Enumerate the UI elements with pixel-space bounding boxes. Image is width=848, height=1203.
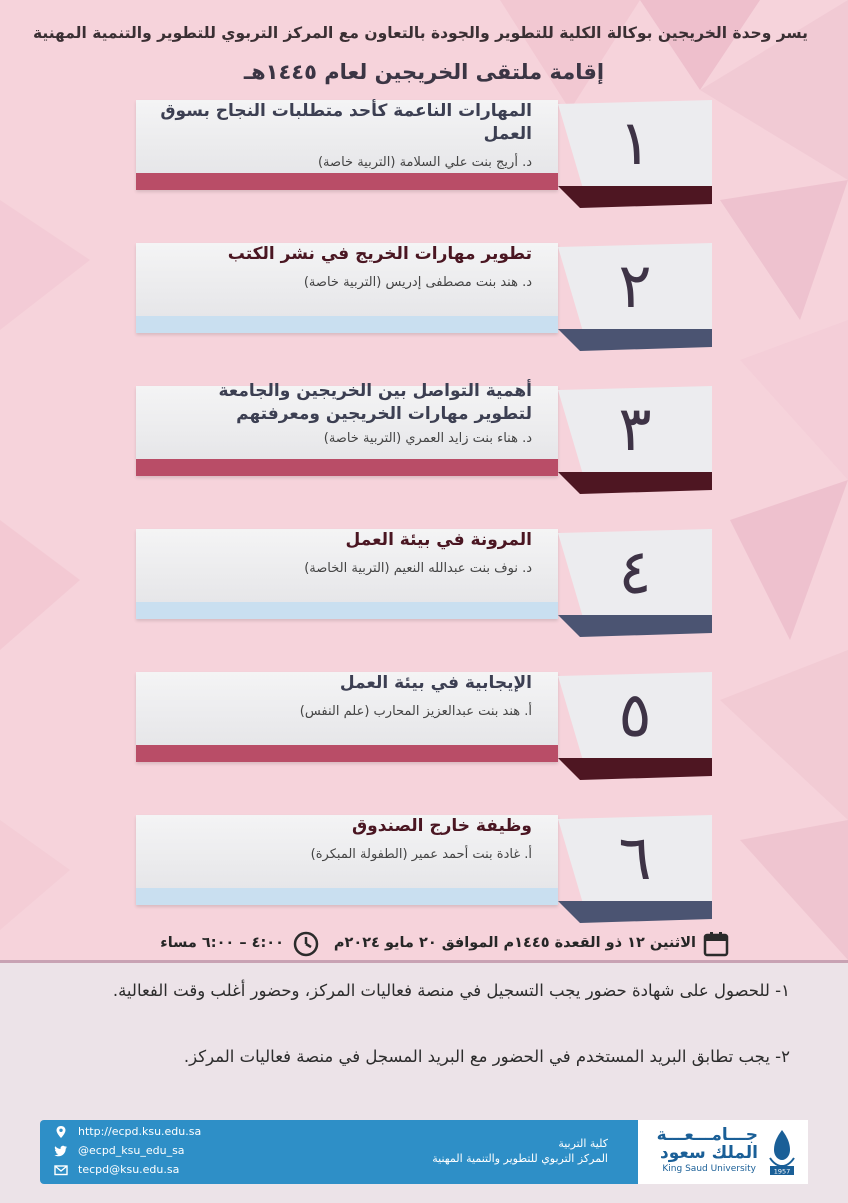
session-topic-line: تطوير مهارات الخريج في نشر الكتب — [227, 244, 532, 264]
session-card — [136, 100, 712, 210]
twitter-icon — [54, 1144, 68, 1158]
card-band — [136, 173, 558, 190]
university-name-en: King Saud University — [662, 1164, 756, 1174]
website-link[interactable]: http://ecpd.ksu.edu.sa — [78, 1125, 202, 1138]
calendar-icon — [702, 930, 730, 958]
session-card — [136, 243, 712, 353]
session-topic-line: أهمية التواصل بين الخريجين والجامعة — [218, 381, 532, 401]
note-item: ١- للحصول على شهادة حضور يجب التسجيل في منصة فعاليات المركز، وحضور أغلب وقت الفعالية. — [112, 981, 790, 1000]
session-speaker: أ. غادة بنت أحمد عمير (الطفولة المبكرة) — [310, 847, 532, 862]
session-number: ٣ — [618, 392, 652, 465]
session-speaker: د. هند بنت مصطفى إدريس (التربية خاصة) — [303, 275, 532, 290]
session-card — [136, 381, 712, 496]
number-fold — [558, 186, 712, 208]
session-card — [136, 815, 712, 925]
email-link[interactable]: tecpd@ksu.edu.sa — [78, 1163, 180, 1176]
number-fold — [558, 472, 712, 494]
university-line: الملك سعود — [660, 1143, 758, 1163]
card-band — [136, 602, 558, 619]
university-name-ar — [657, 1126, 758, 1162]
session-topic-card — [136, 381, 558, 476]
session-speaker: أ. هند بنت عبدالعزيز المحارب (علم النفس) — [299, 704, 532, 719]
location-pin-icon — [54, 1125, 68, 1139]
session-text — [142, 529, 532, 601]
session-speaker: د. نوف بنت عبدالله النعيم (التربية الخاصة) — [304, 561, 532, 576]
number-fold — [558, 329, 712, 351]
footer-bar — [40, 1120, 808, 1184]
card-band — [136, 459, 558, 476]
number-fold — [558, 615, 712, 637]
email-icon — [54, 1163, 68, 1177]
twitter-link[interactable]: @ecpd_ksu_edu_sa — [78, 1144, 185, 1157]
session-text — [142, 815, 532, 887]
session-topic — [142, 672, 532, 695]
session-topic — [142, 243, 532, 266]
page-title: إقامة ملتقى الخريجين لعام ١٤٤٥هـ — [243, 60, 605, 84]
session-card — [136, 672, 712, 782]
emblem-year: 1957 — [773, 1167, 791, 1176]
intro-line: يسر وحدة الخريجين بوكالة الكلية للتطوير والجودة بالتعاون مع المركز التربوي للتطوير والتنمية المهنية — [33, 24, 808, 42]
session-text — [142, 100, 532, 172]
session-topic-card — [136, 243, 558, 333]
session-topic — [142, 100, 532, 146]
session-topic-line: المرونة في بيئة العمل — [345, 530, 532, 550]
number-fold — [558, 758, 712, 780]
session-topic-card — [136, 529, 558, 619]
session-text — [142, 243, 532, 315]
session-topic — [142, 380, 532, 426]
card-band — [136, 745, 558, 762]
center-line: المركز التربوي للتطوير والتنمية المهنية — [432, 1152, 608, 1165]
session-topic-line: الإيجابية في بيئة العمل — [339, 673, 532, 693]
session-number: ٦ — [618, 821, 652, 894]
event-date: الاثنين ١٢ ذو القعدة ١٤٤٥م الموافق ٢٠ مايو ٢٠٢٤م — [333, 935, 696, 951]
ksu-logo — [638, 1120, 808, 1184]
university-emblem-icon — [764, 1128, 800, 1176]
session-topic — [142, 529, 532, 552]
college-name — [432, 1136, 608, 1166]
number-fold — [558, 901, 712, 923]
session-topic — [142, 815, 532, 838]
session-text — [142, 380, 532, 452]
clock-icon — [292, 930, 320, 958]
college-line: كلية التربية — [558, 1137, 608, 1150]
session-topic-card — [136, 815, 558, 905]
session-speaker: د. أريج بنت علي السلامة (التربية خاصة) — [317, 155, 532, 170]
session-number: ٥ — [618, 678, 652, 751]
note-item: ٢- يجب تطابق البريد المستخدم في الحضور مع البريد المسجل في منصة فعاليات المركز. — [183, 1047, 790, 1066]
session-card — [136, 529, 712, 639]
university-line: جـــامـــعـــة — [656, 1125, 758, 1145]
schedule-row — [130, 930, 730, 960]
session-text — [142, 672, 532, 744]
session-number: ٤ — [618, 535, 652, 608]
session-number: ١ — [618, 106, 652, 179]
card-band — [136, 316, 558, 333]
session-topic-line: لتطوير مهارات الخريجين ومعرفتهم — [236, 404, 532, 424]
session-number: ٢ — [618, 249, 652, 322]
session-topic-line: المهارات الناعمة كأحد متطلبات النجاح بسوق العمل — [160, 101, 532, 144]
session-topic-card — [136, 100, 558, 190]
session-topic-line: وظيفة خارج الصندوق — [351, 816, 532, 836]
session-topic-card — [136, 672, 558, 762]
card-band — [136, 888, 558, 905]
event-time: ٤:٠٠ – ٦:٠٠ مساء — [160, 935, 284, 951]
session-speaker: د. هناء بنت زايد العمري (التربية خاصة) — [323, 431, 532, 446]
